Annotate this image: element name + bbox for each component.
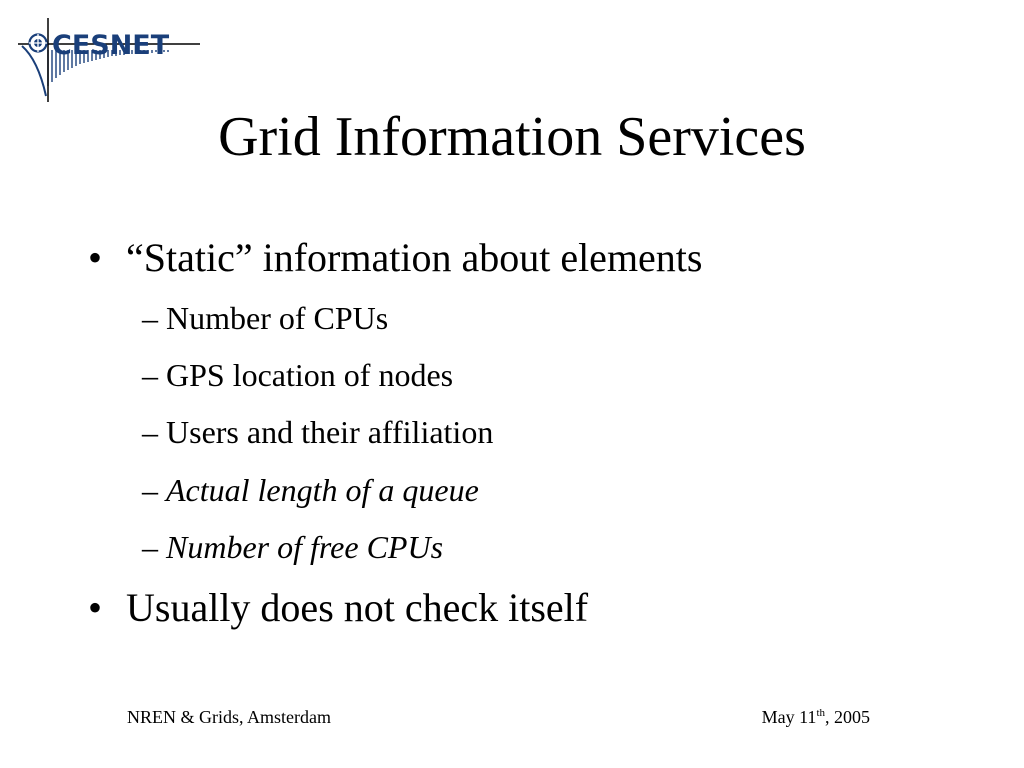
footer-date: May 11th, 2005 <box>761 707 870 727</box>
sub-bullet-item <box>142 412 493 452</box>
dash-icon: – <box>142 357 166 393</box>
sub-bullet-item <box>142 298 388 338</box>
sub-bullet-text: Users and their affiliation <box>166 414 494 450</box>
bullet-dot-icon: • <box>88 235 103 280</box>
bullet-text: Usually does not check itself <box>126 585 589 630</box>
sub-bullet-item <box>142 355 453 395</box>
dash-icon: – <box>142 414 166 450</box>
dash-icon: – <box>142 529 166 565</box>
footer-event: NREN & Grids, Amsterdam <box>127 707 331 727</box>
bullet-item <box>88 234 702 282</box>
sub-bullet-text: Number of free CPUs <box>166 529 444 565</box>
bullet-dot-icon: • <box>88 585 103 630</box>
sub-bullet-text: Number of CPUs <box>166 300 389 336</box>
sub-bullet-item <box>142 527 443 567</box>
sub-bullet-text: Actual length of a queue <box>166 472 479 508</box>
sub-bullet-text: GPS location of nodes <box>166 357 454 393</box>
dash-icon: – <box>142 300 166 336</box>
sub-bullet-item <box>142 470 479 510</box>
slide-title: Grid Information Services <box>218 106 806 168</box>
bullet-text: “Static” information about elements <box>126 235 703 280</box>
dash-icon: – <box>142 472 166 508</box>
bullet-item <box>88 584 588 632</box>
logo-wordmark: CESNET <box>52 30 170 61</box>
